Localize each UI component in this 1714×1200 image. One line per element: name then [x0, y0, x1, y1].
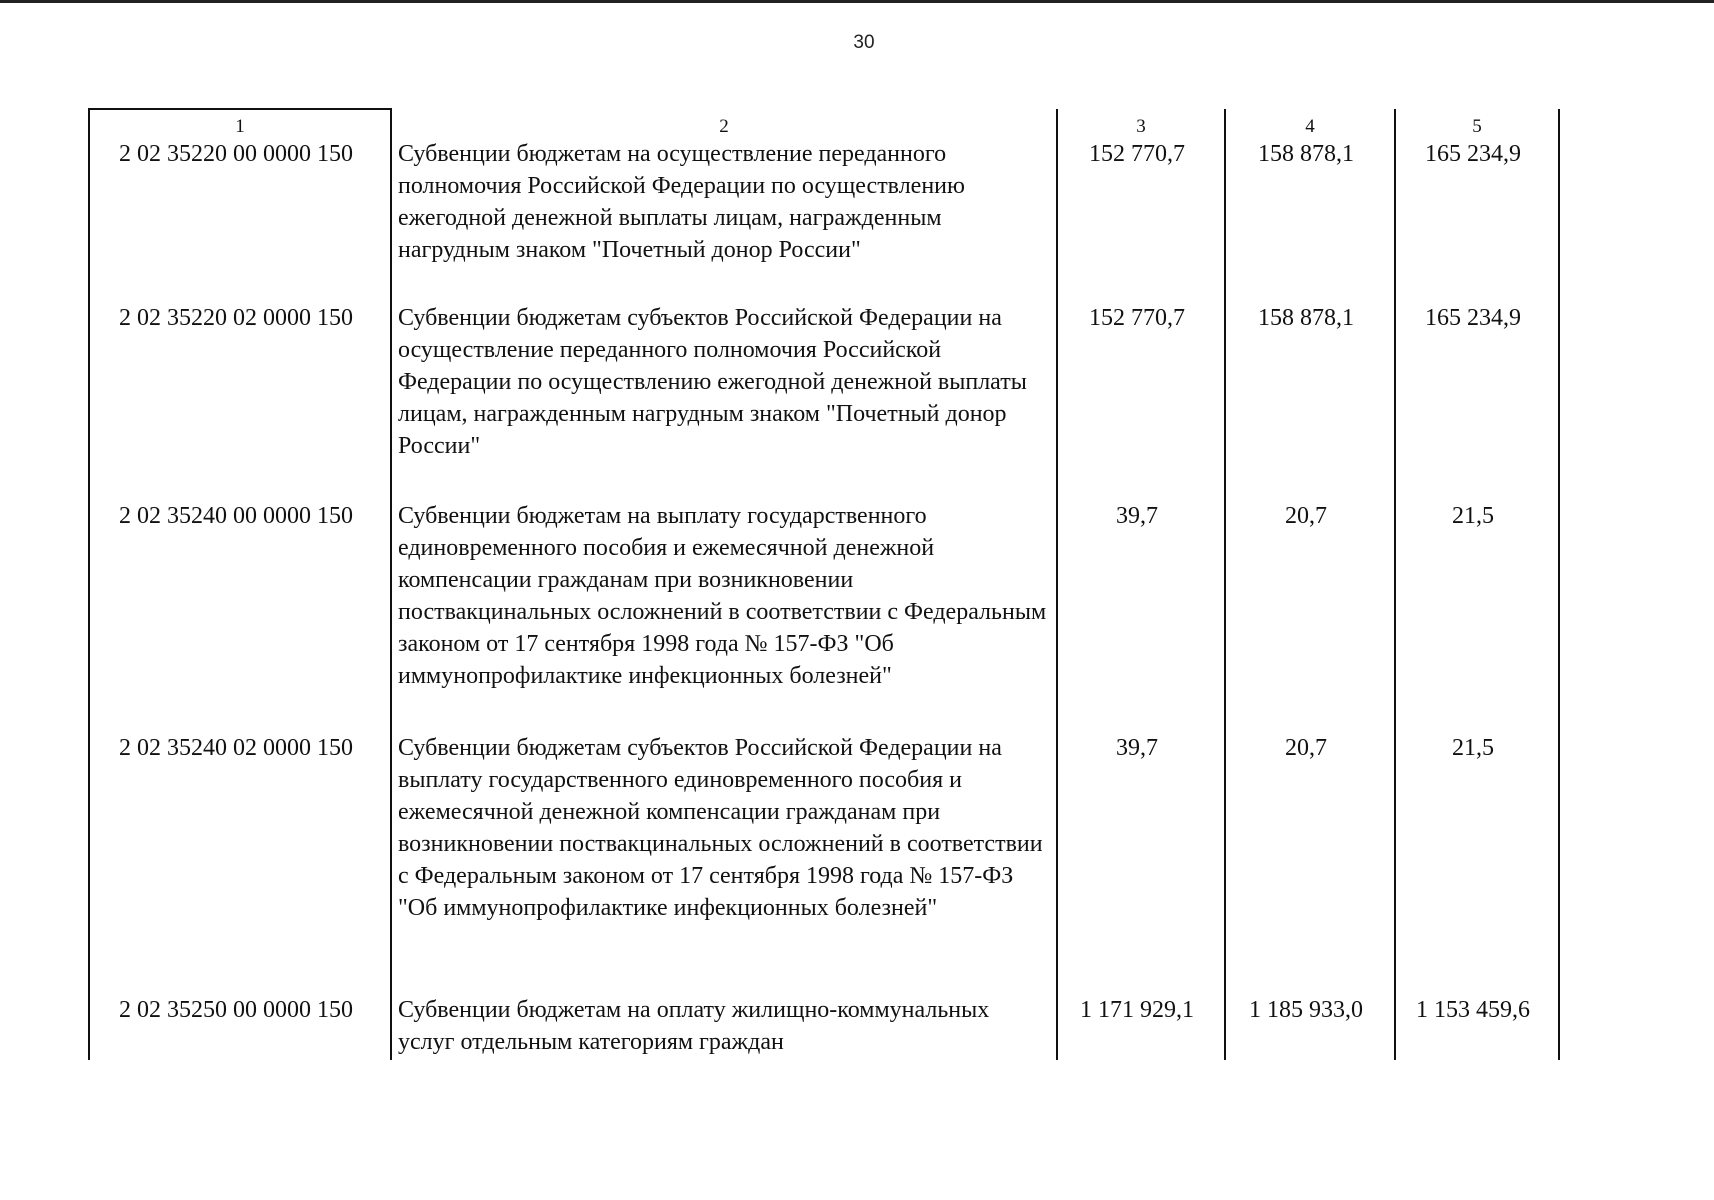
value-col-3: 152 770,7	[1057, 138, 1225, 302]
value-col-3: 1 171 929,1	[1057, 994, 1225, 1060]
table-row	[89, 994, 1559, 1060]
table-row	[89, 500, 1559, 732]
budget-code: 2 02 35250 00 0000 150	[89, 994, 391, 1060]
column-header-4: 4	[1225, 109, 1395, 138]
table-row	[89, 138, 1559, 302]
value-col-5: 165 234,9	[1395, 302, 1559, 500]
column-header-3: 3	[1057, 109, 1225, 138]
value-col-3: 39,7	[1057, 732, 1225, 994]
budget-code: 2 02 35220 00 0000 150	[89, 138, 391, 302]
column-header-1: 1	[89, 109, 391, 138]
value-col-4: 20,7	[1225, 500, 1395, 732]
column-header-5: 5	[1395, 109, 1559, 138]
row-description: Субвенции бюджетам на осуществление переданного полномочия Российской Федерации по осуществлению ежегодной денежной выплаты лицам, награжденным нагрудным знаком "Почетный донор России"	[391, 138, 1057, 302]
value-col-5: 165 234,9	[1395, 138, 1559, 302]
value-col-4: 20,7	[1225, 732, 1395, 994]
row-description: Субвенции бюджетам субъектов Российской Федерации на осуществление переданного полномочия Российской Федерации по осуществлению ежегодной денежной выплаты лицам, награжденным нагрудным знаком "Почетный донор России"	[391, 302, 1057, 500]
table-row	[89, 302, 1559, 500]
budget-code: 2 02 35240 02 0000 150	[89, 732, 391, 994]
row-description: Субвенции бюджетам на выплату государственного единовременного пособия и ежемесячной денежной компенсации гражданам при возникновении поствакцинальных осложнений в соответствии с Федеральным законом от 17 сентября 1998 года № 157-ФЗ "Об иммунопрофилактике инфекционных болезней"	[391, 500, 1057, 732]
budget-code: 2 02 35240 00 0000 150	[89, 500, 391, 732]
top-rule	[0, 0, 1714, 3]
table-row	[89, 732, 1559, 994]
value-col-5: 1 153 459,6	[1395, 994, 1559, 1060]
value-col-5: 21,5	[1395, 732, 1559, 994]
table-header-row	[89, 109, 1559, 138]
row-description: Субвенции бюджетам на оплату жилищно-коммунальных услуг отдельным категориям граждан	[391, 994, 1057, 1060]
value-col-3: 152 770,7	[1057, 302, 1225, 500]
budget-code: 2 02 35220 02 0000 150	[89, 302, 391, 500]
budget-table	[88, 108, 1560, 1060]
row-description: Субвенции бюджетам субъектов Российской Федерации на выплату государственного единовременного пособия и ежемесячной денежной компенсации гражданам при возникновении поствакцинальных осложнений в соответствии с Федеральным законом от 17 сентября 1998 года № 157-ФЗ "Об иммунопрофилактике инфекционных болезней"	[391, 732, 1057, 994]
value-col-3: 39,7	[1057, 500, 1225, 732]
value-col-4: 158 878,1	[1225, 302, 1395, 500]
value-col-5: 21,5	[1395, 500, 1559, 732]
value-col-4: 1 185 933,0	[1225, 994, 1395, 1060]
column-header-2: 2	[391, 109, 1057, 138]
value-col-4: 158 878,1	[1225, 138, 1395, 302]
page-number: 30	[853, 32, 875, 53]
